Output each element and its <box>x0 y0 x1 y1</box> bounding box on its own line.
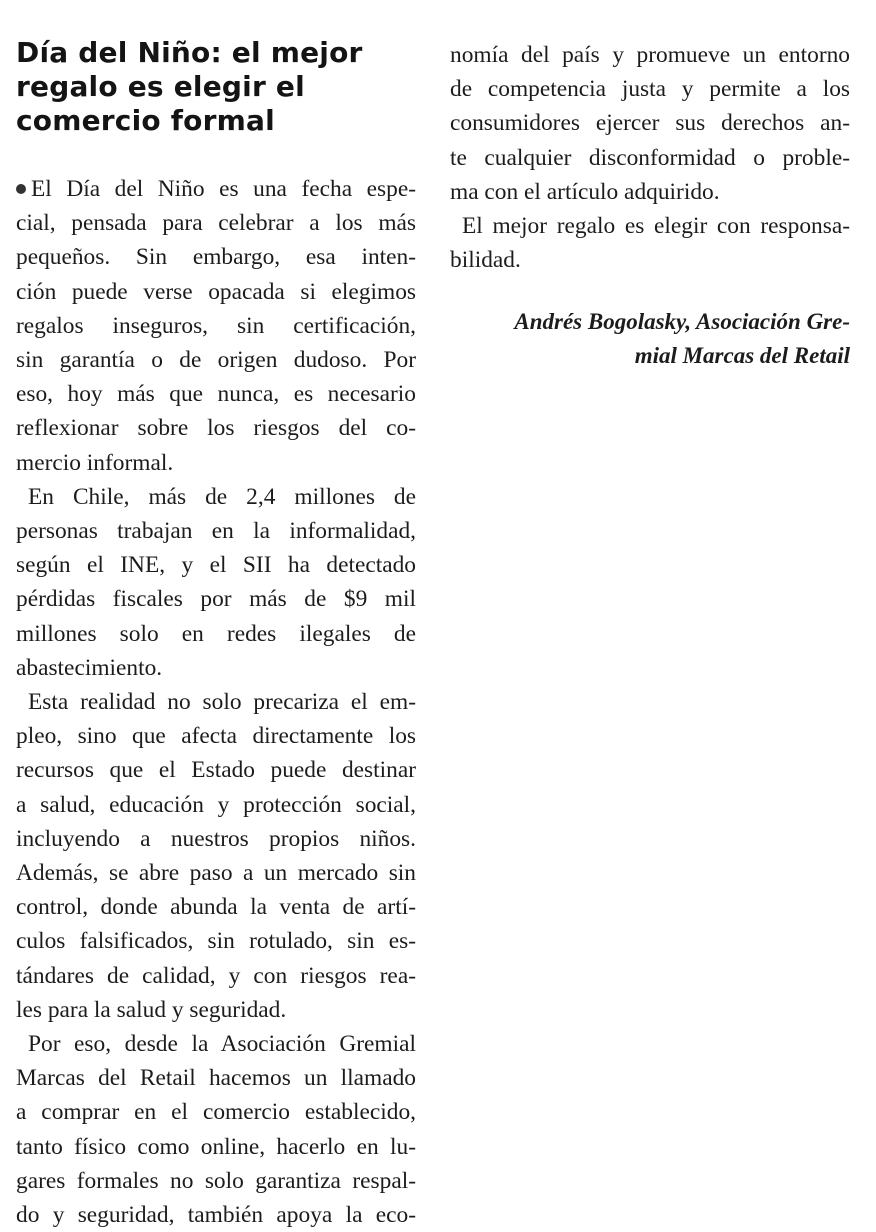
article-left-column <box>16 172 416 1232</box>
article-title <box>16 36 416 138</box>
text-line-content: El Día del Niño es una fecha espe- <box>31 176 416 202</box>
text-line: El mejor regalo es elegir con responsa- <box>462 213 850 240</box>
text-line: Por eso, desde la Asociación Gremial <box>28 1031 416 1058</box>
text-line: a salud, educación y protección social, <box>16 791 416 818</box>
text-line: tanto físico como online, hacerlo en lu- <box>16 1133 416 1160</box>
text-line: les para la salud y seguridad. <box>16 996 287 1023</box>
title-line: regalo es elegir el <box>16 70 305 103</box>
text-line: En Chile, más de 2,4 millones de <box>28 483 416 510</box>
text-line: regalos inseguros, sin certificación, <box>16 312 416 339</box>
paragraph-3 <box>16 685 416 1027</box>
text-line <box>16 172 416 206</box>
article-right-column <box>450 38 850 277</box>
text-line: abastecimiento. <box>16 654 163 681</box>
text-line: Además, se abre paso a un mercado sin <box>16 860 416 887</box>
text-line: mercio informal. <box>16 449 174 476</box>
text-line: gares formales no solo garantiza respal- <box>16 1167 416 1194</box>
text-line: cial, pensada para celebrar a los más <box>16 210 416 237</box>
text-line: te cualquier disconformidad o proble- <box>450 144 850 171</box>
text-line: pequeños. Sin embargo, esa inten- <box>16 244 416 271</box>
text-line: ción puede verse opacada si elegimos <box>16 278 416 305</box>
paragraph-5 <box>450 209 850 277</box>
paragraph-4 <box>16 1027 416 1232</box>
paragraph-1 <box>16 172 416 480</box>
text-line: millones solo en redes ilegales de <box>16 620 416 647</box>
text-line: pérdidas fiscales por más de $9 mil <box>16 586 416 613</box>
bullet-icon <box>16 184 26 194</box>
signature-line: Andrés Bogolasky, Asociación Gre- <box>514 309 850 334</box>
text-line: culos falsificados, sin rotulado, sin es- <box>16 928 416 955</box>
text-line: eso, hoy más que nunca, es necesario <box>16 381 416 408</box>
text-line: reflexionar sobre los riesgos del co- <box>16 415 416 442</box>
text-line: ma con el artículo adquirido. <box>450 178 720 205</box>
text-line: Esta realidad no solo precariza el em- <box>28 689 416 716</box>
title-line: comercio formal <box>16 104 275 137</box>
text-line: control, donde abunda la venta de artí- <box>16 894 416 921</box>
paragraph-2 <box>16 480 416 685</box>
text-line: de competencia justa y permite a los <box>450 76 850 103</box>
text-line: consumidores ejercer sus derechos an- <box>450 110 850 137</box>
text-line: personas trabajan en la informalidad, <box>16 518 416 545</box>
text-line: pleo, sino que afecta directamente los <box>16 723 416 750</box>
text-line: sin garantía o de origen dudoso. Por <box>16 347 416 374</box>
author-signature <box>450 305 850 373</box>
title-line: Día del Niño: el mejor <box>16 36 363 69</box>
text-line: según el INE, y el SII ha detectado <box>16 552 416 579</box>
text-line: recursos que el Estado puede destinar <box>16 757 416 784</box>
paragraph-4-continued <box>450 38 850 209</box>
text-line: a comprar en el comercio establecido, <box>16 1099 416 1126</box>
text-line: do y seguridad, también apoya la eco- <box>16 1202 416 1229</box>
text-line: nomía del país y promueve un entorno <box>450 42 850 68</box>
text-line: tándares de calidad, y con riesgos rea- <box>16 962 416 989</box>
text-line: bilidad. <box>450 247 521 274</box>
text-line: incluyendo a nuestros propios niños. <box>16 825 416 852</box>
text-line: Marcas del Retail hacemos un llamado <box>16 1065 416 1092</box>
signature-line: mial Marcas del Retail <box>634 343 850 368</box>
